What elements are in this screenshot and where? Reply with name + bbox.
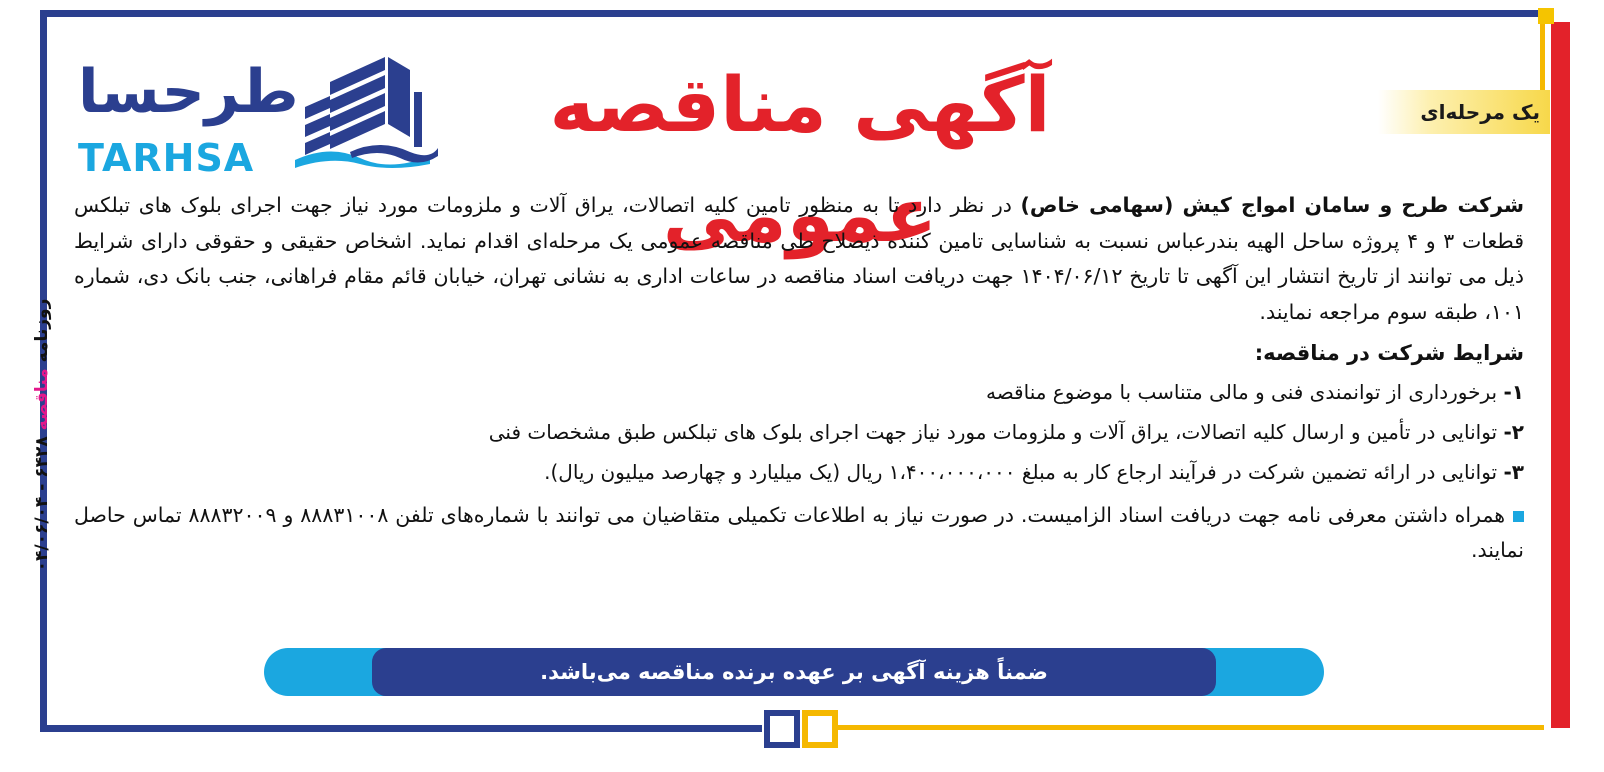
red-side-bar: [1551, 22, 1570, 728]
intro-text: در نظر دارد تا به منظور تامین کلیه اتصالات، یراق آلات و ملزومات مورد نیاز جهت اجرای بلوک های تبلکس قطعات ۳ و ۴ پروژه ساحل الهیه بندرعباس نسبت به شناسایی تامین کننده ذیصلاح طی مناقصه عمومی یک مرحله‌ای اقدام نماید. اشخاص حقیقی و حقوقی دارای شرایط ذیل می توانند از تاریخ انتشار این آگهی تا تاریخ ۱۴۰۴/۰۶/۱۲ جهت دریافت اسناد مناقصه در ساعات اداری به نشانی تهران، خیابان قائم مقام فراهانی، جنب بانک دی، شماره ۱۰۱، طبقه سوم مراجعه نمایند.: [74, 193, 1525, 324]
side-label-accent: مناقصه: [32, 368, 52, 431]
frame-bottom-border: [40, 725, 762, 732]
condition-item: [74, 412, 1524, 452]
single-stage-badge: یک مرحله‌ای: [1378, 90, 1550, 134]
note-paragraph: [74, 498, 1524, 569]
condition-number: ۲-: [1503, 419, 1524, 444]
condition-item: [74, 372, 1524, 412]
condition-number: ۱-: [1503, 379, 1524, 404]
yellow-corner: [1538, 8, 1554, 24]
intro-paragraph: [74, 188, 1524, 330]
yellow-square-ornament: [802, 710, 838, 748]
company-logo: [78, 52, 443, 180]
bullet-square-icon: [1513, 511, 1524, 522]
condition-item: [74, 452, 1524, 492]
condition-text: توانایی در ارائه تضمین شرکت در فرآیند ارجاع کار به مبلغ ۱،۴۰۰،۰۰۰،۰۰۰ ریال (یک میلیارد و چهارصد میلیون ریال).: [544, 459, 1504, 484]
building-wave-icon: [290, 52, 440, 172]
condition-text: توانایی در تأمین و ارسال کلیه اتصالات، یراق آلات و ملزومات مورد نیاز جهت اجرای بلوک های تبلکس طبق مشخصات فنی: [488, 419, 1504, 444]
blue-square-ornament: [764, 710, 800, 748]
footer-banner: ضمناً هزینه آگهی بر عهده برنده مناقصه می‌باشد.: [372, 648, 1216, 696]
frame-top-border: [40, 10, 1544, 17]
condition-text: برخورداری از توانمندی فنی و مالی متناسب با موضوع مناقصه: [985, 379, 1504, 404]
newspaper-side-label: [30, 290, 54, 580]
note-text: همراه داشتن معرفی نامه جهت دریافت اسناد الزامیست. در صورت نیاز به اطلاعات تکمیلی متقاضیان می توانند با شماره‌های تلفن ۸۸۸۳۱۰۰۸ و ۸۸۸۳۲۰۰۹ تماس حاصل نمایند.: [74, 502, 1524, 562]
side-label-issue: ۶۴۲۸ - ۰۴/۰۶/۰۴: [32, 430, 52, 572]
side-label-prefix: روزنامه: [32, 298, 52, 369]
condition-number: ۳-: [1503, 459, 1524, 484]
logo-english-name: TARHSA: [78, 136, 255, 180]
page-title: آگهی مناقصه عمومی: [549, 60, 1051, 259]
company-name: شرکت طرح و سامان امواج کیش (سهامی خاص): [1020, 193, 1524, 217]
conditions-heading: شرایط شرکت در مناقصه:: [1254, 341, 1524, 365]
frame-bottom-accent: [830, 725, 1544, 730]
logo-persian-name: طرحسا: [78, 57, 299, 127]
notice-body: [74, 188, 1524, 569]
